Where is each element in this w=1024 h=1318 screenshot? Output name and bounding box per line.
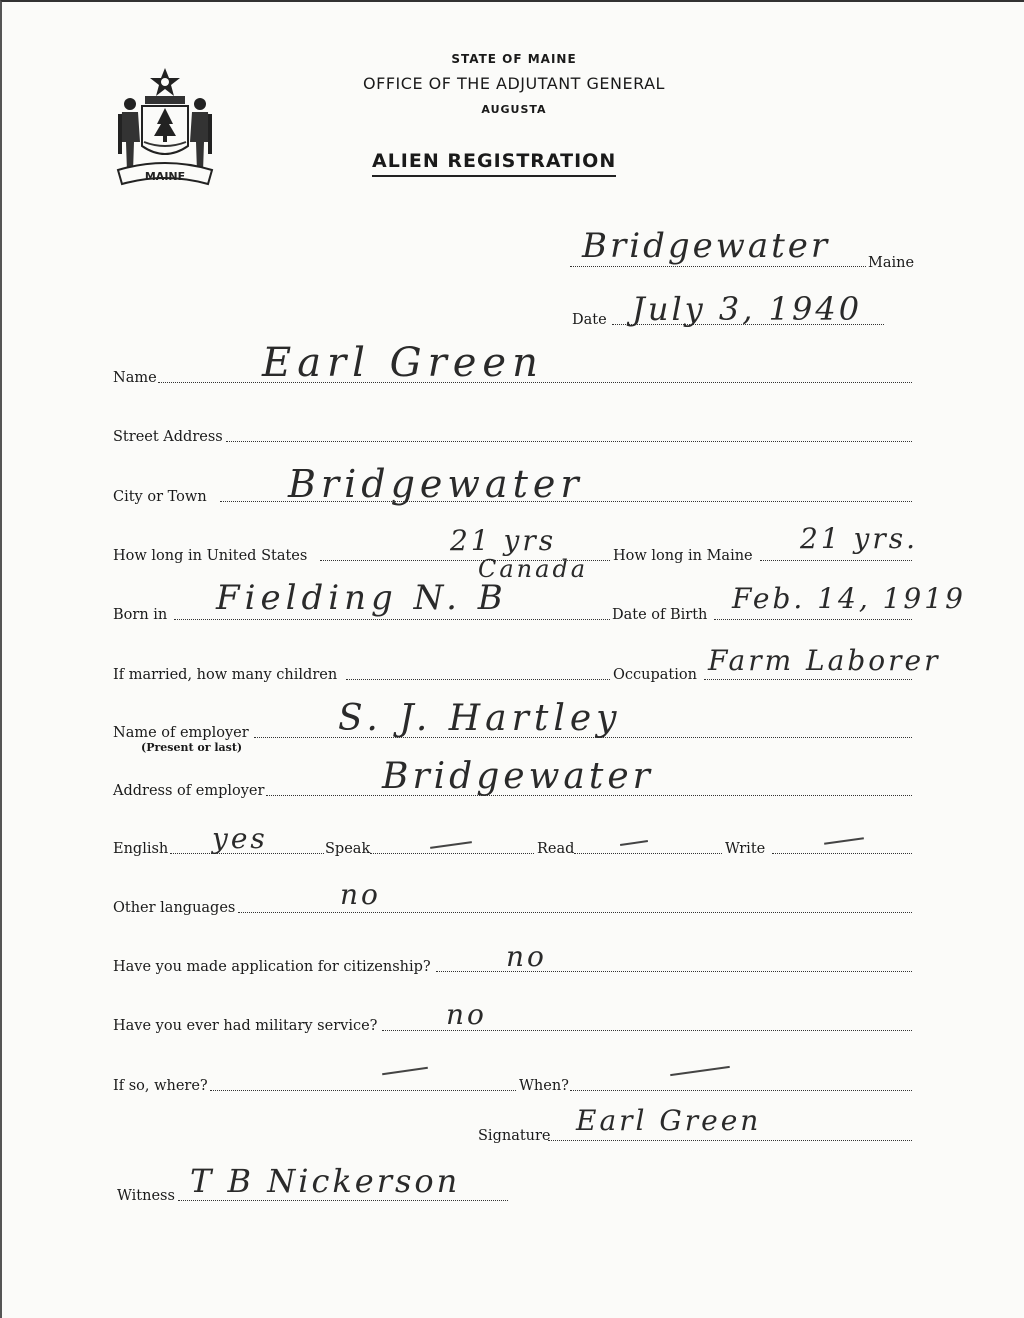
other-languages-label: Other languages: [113, 900, 236, 916]
read-label: Read: [537, 841, 575, 857]
date-of-birth-value: Feb. 14, 1919: [732, 582, 966, 615]
date-value: July 3, 1940: [632, 290, 863, 328]
military-label: Have you ever had military service?: [113, 1018, 378, 1034]
form-title: ALIEN REGISTRATION: [372, 150, 616, 177]
other-languages-value: no: [340, 878, 381, 911]
date-label: Date: [572, 312, 607, 328]
married-children-label: If married, how many children: [113, 667, 338, 683]
signature-label: Signature: [478, 1128, 551, 1144]
employer-value: S. J. Hartley: [338, 698, 622, 739]
born-in-value: Fielding N. B: [216, 578, 508, 618]
employer-note: (Present or last): [141, 741, 243, 754]
english-label: English: [113, 841, 169, 857]
town-header-value: Bridgewater: [582, 226, 831, 266]
when-label: When?: [519, 1078, 569, 1094]
country-value: Canada: [478, 555, 589, 583]
how-long-us-label: How long in United States: [113, 548, 308, 564]
date-of-birth-label: Date of Birth: [612, 607, 708, 623]
seal-lettering: MAINE: [144, 170, 186, 183]
city-value: Bridgewater: [288, 462, 584, 506]
name-value: Earl Green: [262, 340, 544, 386]
citizenship-label: Have you made application for citizenship?: [113, 959, 431, 975]
name-label: Name: [113, 370, 157, 386]
how-long-us-value: 21 yrs: [450, 524, 557, 557]
speak-label: Speak: [325, 841, 371, 857]
where-label: If so, where?: [113, 1078, 208, 1094]
english-value: yes: [212, 822, 268, 855]
write-label: Write: [725, 841, 766, 857]
signature-value: Earl Green: [576, 1104, 762, 1137]
header-state: STATE OF MAINE: [451, 52, 577, 66]
header-city: AUGUSTA: [481, 103, 547, 116]
occupation-value: Farm Laborer: [708, 644, 941, 677]
military-value: no: [446, 998, 487, 1031]
witness-value: T B Nickerson: [190, 1162, 461, 1200]
citizenship-value: no: [506, 940, 547, 973]
city-label: City or Town: [113, 489, 207, 505]
occupation-label: Occupation: [613, 667, 697, 683]
how-long-maine-label: How long in Maine: [613, 548, 753, 564]
witness-label: Witness: [117, 1188, 175, 1204]
employer-address-label: Address of employer: [113, 783, 265, 799]
header-office: OFFICE OF THE ADJUTANT GENERAL: [363, 74, 665, 93]
maine-state-seal-icon: [112, 66, 218, 190]
employer-label: Name of employer: [113, 725, 249, 741]
maine-label: Maine: [868, 255, 915, 271]
street-label: Street Address: [113, 429, 223, 445]
born-in-label: Born in: [113, 607, 168, 623]
how-long-maine-value: 21 yrs.: [800, 522, 919, 555]
employer-address-value: Bridgewater: [382, 756, 654, 797]
